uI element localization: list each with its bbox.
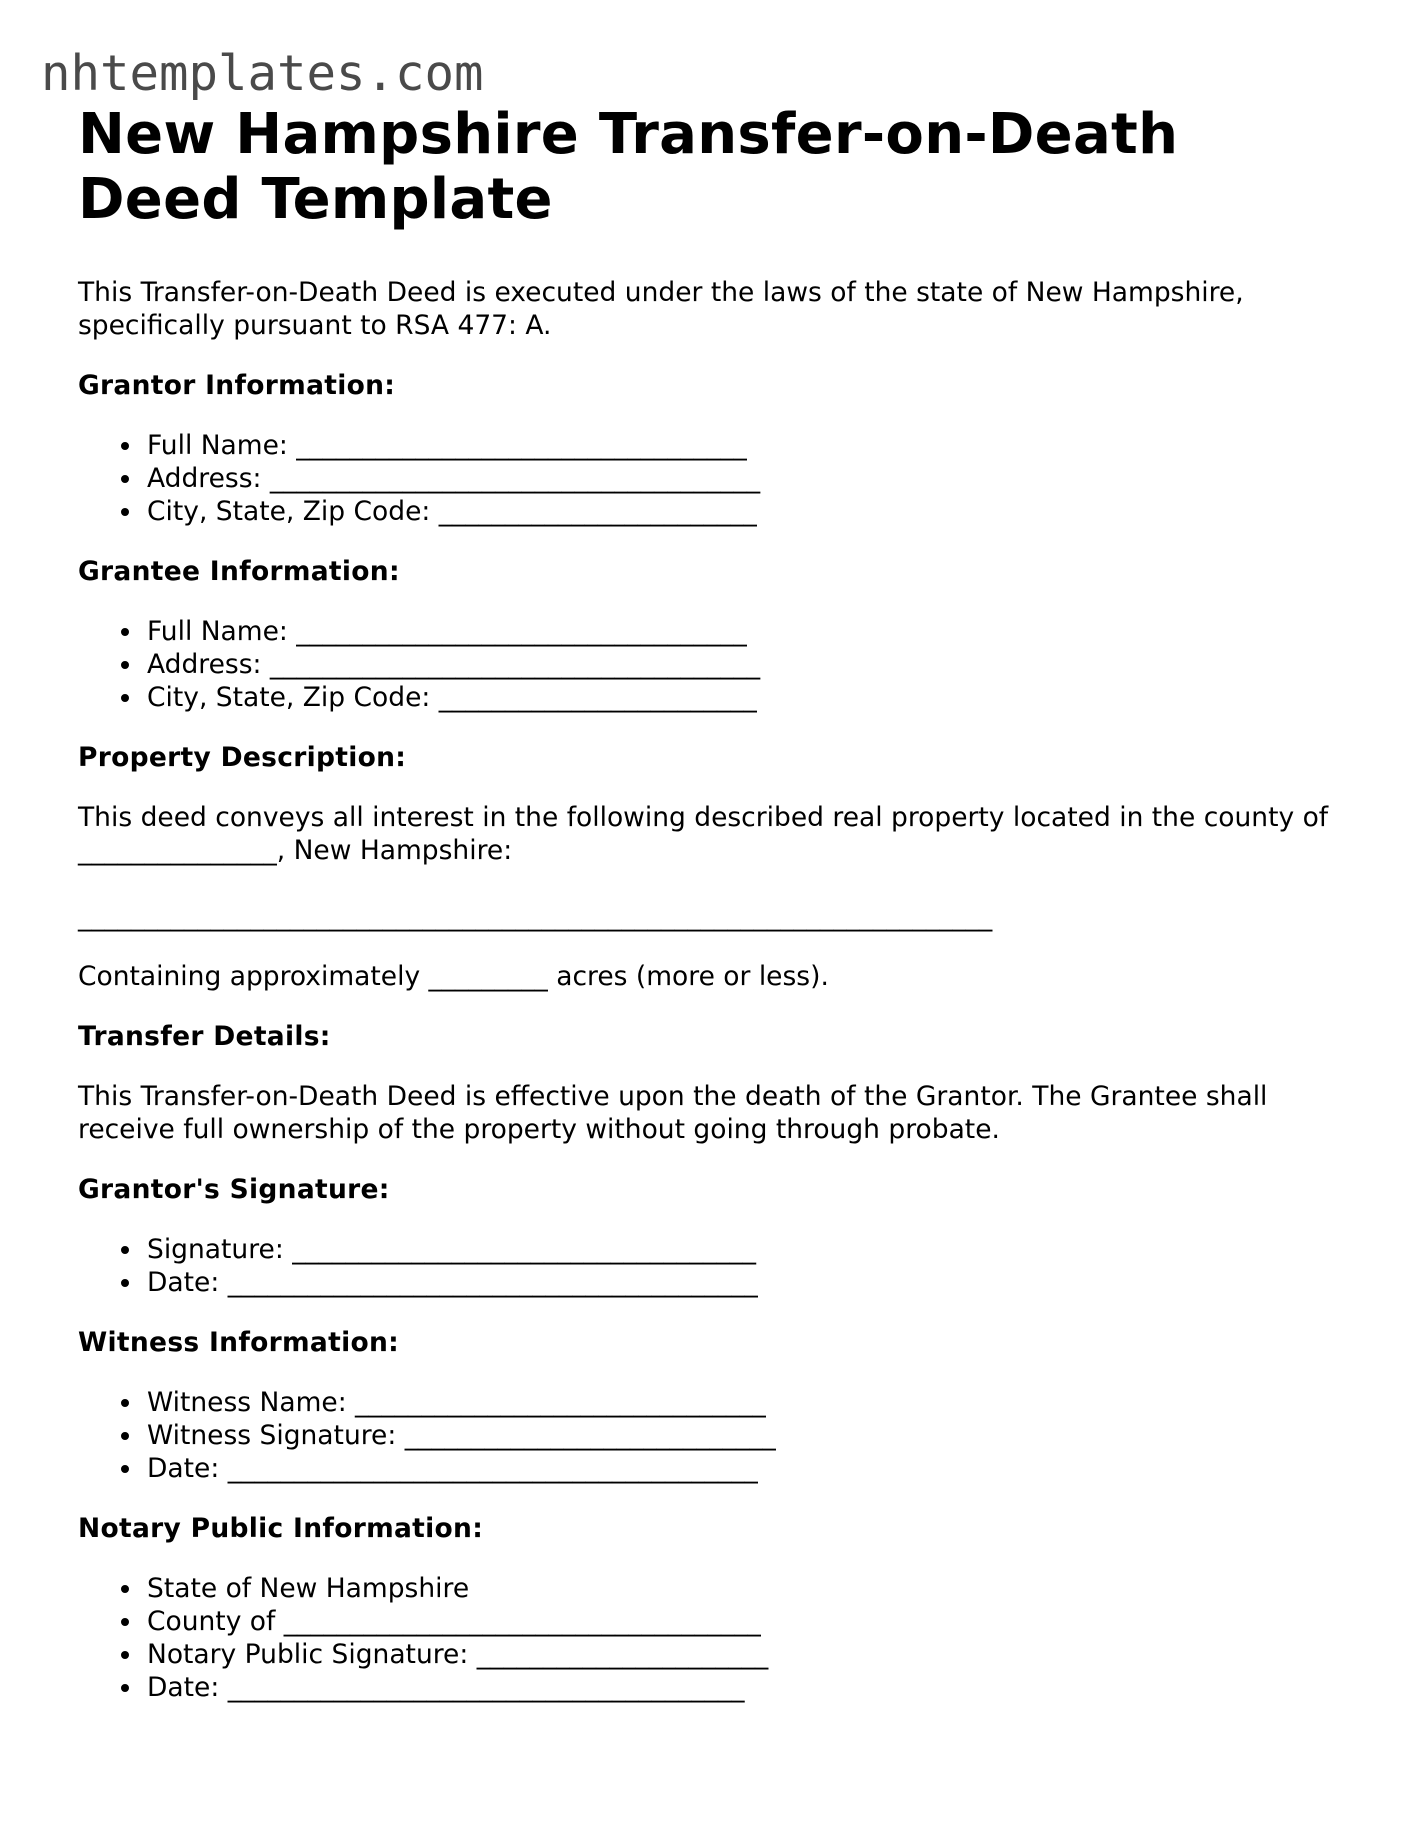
witness-heading: Witness Information: (78, 1327, 400, 1358)
property-paragraph: This deed conveys all interest in the following described real property located in the county of _______________, New Hampshire: (78, 802, 1329, 866)
grantee-list (78, 615, 1338, 714)
grantor-date-field: Date: ________________________________________ (147, 1266, 1338, 1299)
witness-signature-field: Witness Signature: ____________________________ (147, 1419, 1338, 1452)
grantee-heading: Grantee Information: (78, 556, 400, 587)
grantee-address-field: Address: _____________________________________ (147, 648, 1338, 681)
grantor-heading: Grantor Information: (78, 370, 396, 401)
transfer-heading: Transfer Details: (78, 1021, 331, 1052)
notary-signature-field: Notary Public Signature: ______________________ (147, 1638, 1338, 1671)
notary-county-field: County of ____________________________________ (147, 1605, 1338, 1638)
property-heading: Property Description: (78, 742, 407, 773)
grantee-city-field: City, State, Zip Code: ________________________ (147, 681, 1338, 714)
document-title: New Hampshire Transfer-on-Death Deed Template (78, 102, 1179, 232)
witness-date-field: Date: ________________________________________ (147, 1452, 1338, 1485)
notary-state-line: State of New Hampshire (147, 1572, 1338, 1605)
witness-name-field: Witness Name: _______________________________ (147, 1386, 1338, 1419)
grantor-list (78, 429, 1338, 528)
intro-paragraph: This Transfer-on-Death Deed is executed under the laws of the state of New Hampshire, specifically pursuant to RSA 477: A. (78, 277, 1244, 341)
acreage-line: Containing approximately _________ acres (more or less). (78, 961, 829, 992)
grantor-full-name-field: Full Name: __________________________________ (147, 429, 1338, 462)
notary-list (78, 1572, 1338, 1704)
notary-heading: Notary Public Information: (78, 1513, 484, 1544)
document-body (78, 102, 1338, 1704)
signature-list (78, 1233, 1338, 1299)
property-description-blank: _____________________________________________________________________ (78, 901, 993, 932)
grantee-full-name-field: Full Name: __________________________________ (147, 615, 1338, 648)
signature-heading: Grantor's Signature: (78, 1174, 390, 1205)
grantor-address-field: Address: _____________________________________ (147, 462, 1338, 495)
transfer-paragraph: This Transfer-on-Death Deed is effective upon the death of the Grantor. The Grantee shall receive full ownership of the property without going through probate. (78, 1081, 1268, 1145)
grantor-city-field: City, State, Zip Code: ________________________ (147, 495, 1338, 528)
grantor-signature-field: Signature: ___________________________________ (147, 1233, 1338, 1266)
site-watermark: nhtemplates.com (41, 45, 484, 102)
notary-date-field: Date: _______________________________________ (147, 1671, 1338, 1704)
witness-list (78, 1386, 1338, 1485)
